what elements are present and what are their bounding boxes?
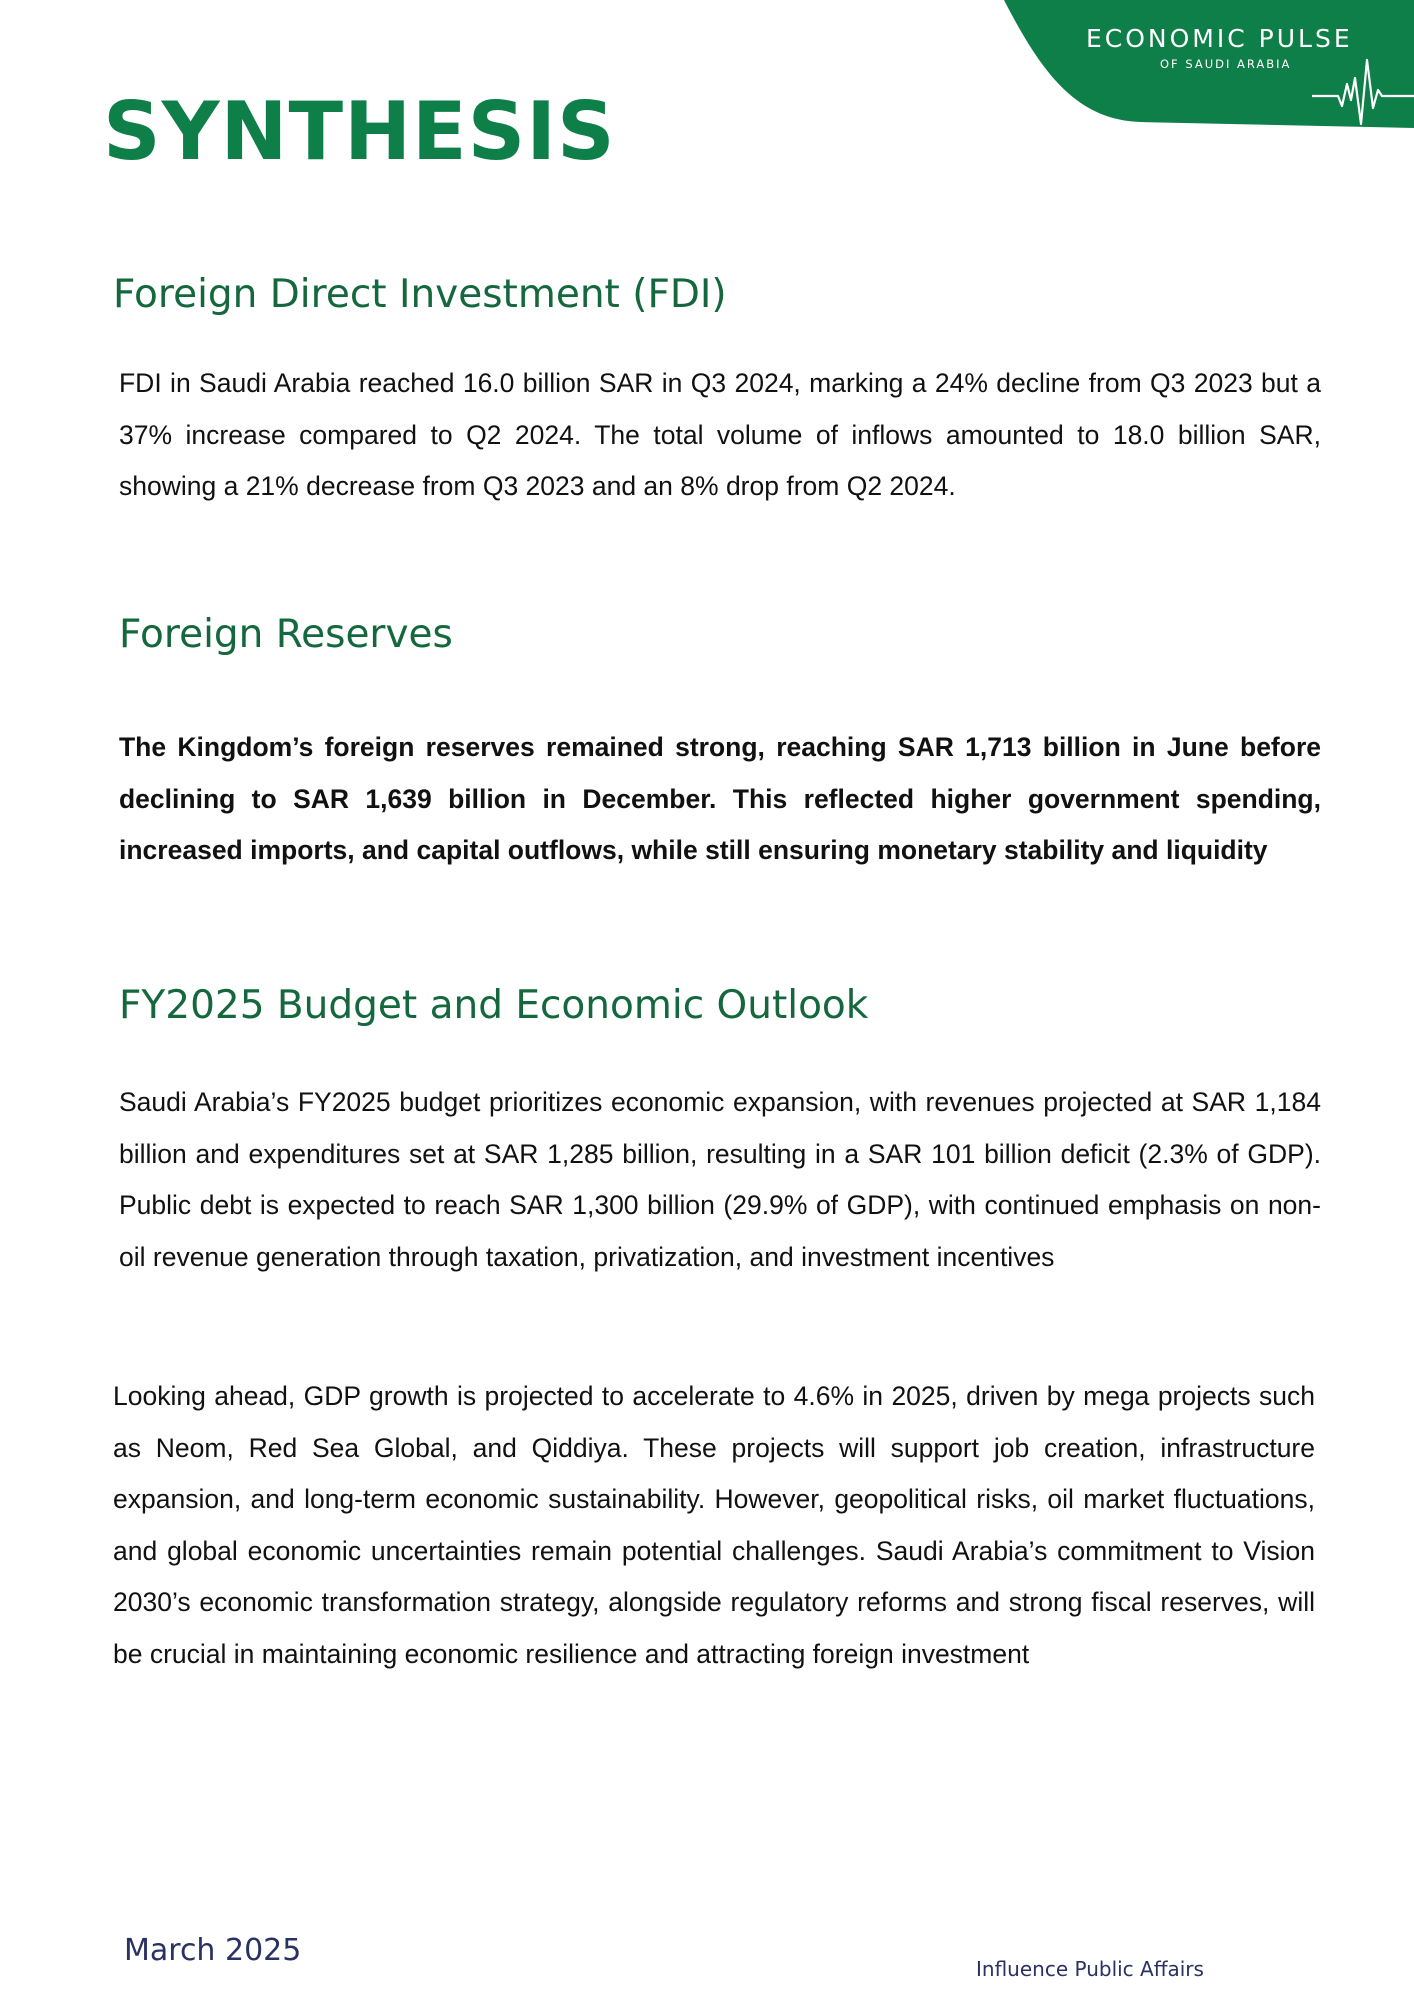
budget-paragraph: Saudi Arabia’s FY2025 budget prioritizes economic expansion, with revenues projected at SAR 1,184 billion and expenditures set at SAR 1,285 billion, resulting in a SAR 101 billion deficit (2.3% of GDP). Public debt is expected to reach SAR 1,300 billion (29.9% of GDP), with continued emphasis on non-oil revenue generation through taxation, privatization, and investment incentives <box>119 1087 1321 1272</box>
footer-date: March 2025 <box>124 1933 302 1968</box>
banner-title: ECONOMIC PULSE <box>1086 24 1353 53</box>
section-heading-fdi: Foreign Direct Investment (FDI) <box>113 272 727 317</box>
fdi-paragraph: FDI in Saudi Arabia reached 16.0 billion SAR in Q3 2024, marking a 24% decline from Q3 2023 but a 37% increase compared to Q2 2024. The total volume of inflows amounted to 18.0 billion SAR, showing a 21% decrease from Q3 2023 and an 8% drop from Q2 2024. <box>119 368 1321 501</box>
section-heading-reserves: Foreign Reserves <box>119 612 453 657</box>
outlook-paragraph: Looking ahead, GDP growth is projected to accelerate to 4.6% in 2025, driven by mega projects such as Neom, Red Sea Global, and Qiddiya. These projects will support job creation, infrastructure expansion, and long-term economic sustainability. However, geopolitical risks, oil market fluctuations, and global economic uncertainties remain potential challenges. Saudi Arabia’s commitment to Vision 2030’s economic transformation strategy, alongside regulatory reforms and strong fiscal reserves, will be crucial in maintaining economic resilience and attracting foreign investment <box>113 1381 1315 1669</box>
page-title: SYNTHESIS <box>103 85 616 178</box>
banner-subtitle: OF SAUDI ARABIA <box>1160 57 1292 71</box>
footer-organization: Influence Public Affairs <box>976 1957 1204 1981</box>
reserves-paragraph: The Kingdom’s foreign reserves remained strong, reaching SAR 1,713 billion in June before declining to SAR 1,639 billion in December. This reflected higher government spending, increased imports, and capital outflows, while still ensuring monetary stability and liquidity <box>119 732 1321 865</box>
section-heading-budget: FY2025 Budget and Economic Outlook <box>119 983 869 1028</box>
pulse-line-icon <box>1312 58 1414 128</box>
